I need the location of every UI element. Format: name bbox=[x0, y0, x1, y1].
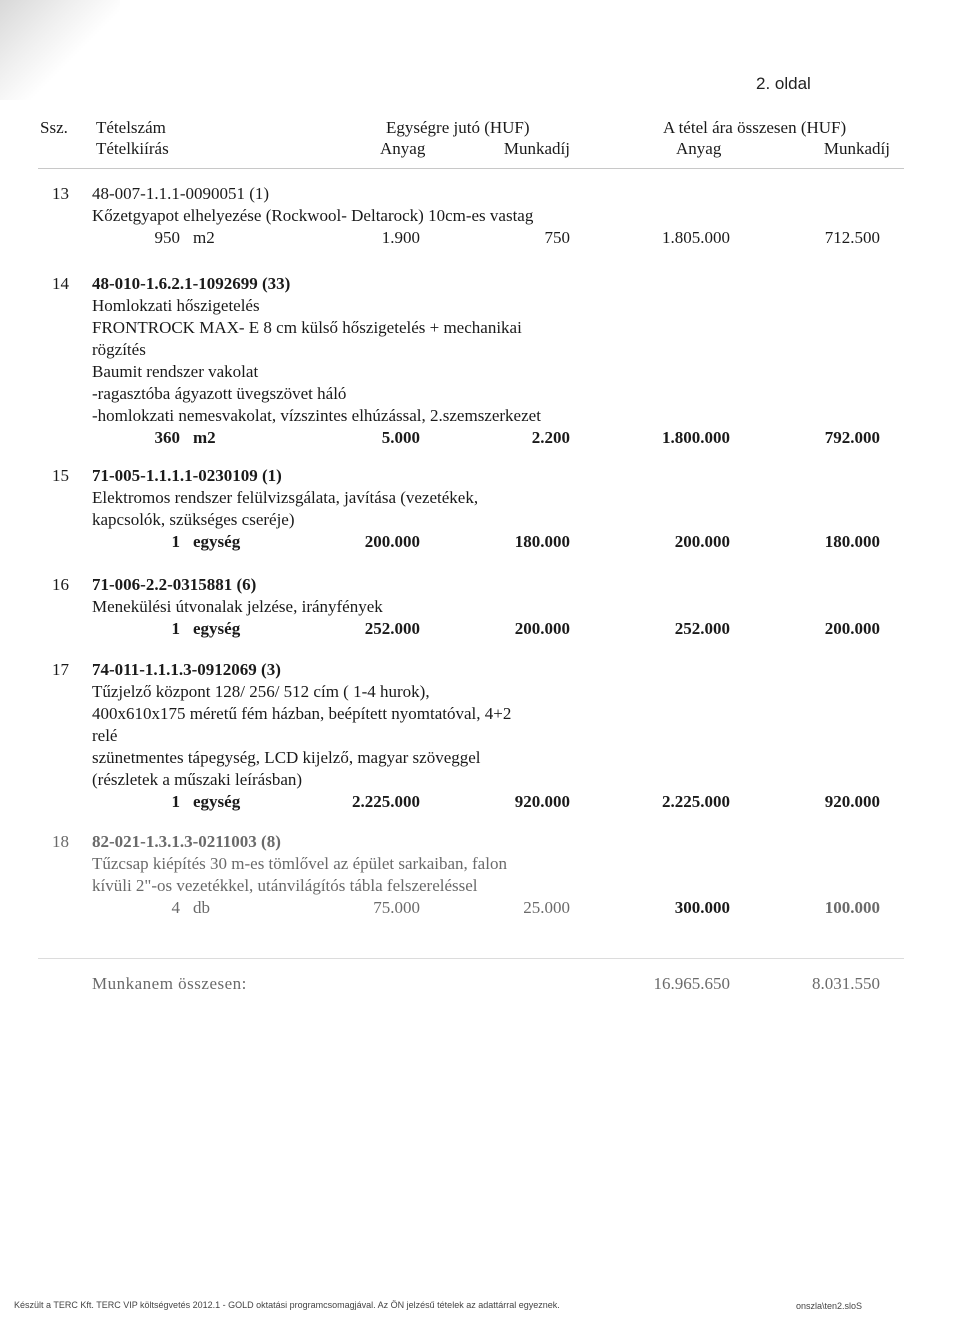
scan-corner-fold bbox=[0, 0, 120, 100]
item-ssz: 17 bbox=[52, 660, 69, 679]
item-desc-line: Baumit rendszer vakolat bbox=[92, 362, 259, 381]
item-unit-anyag: 252.000 bbox=[364, 619, 420, 638]
item-unit-anyag: 5.000 bbox=[381, 428, 420, 447]
item-desc-line: Homlokzati hőszigetelés bbox=[92, 296, 260, 315]
item-code: 71-006-2.2-0315881 (6) bbox=[92, 575, 257, 594]
item-code: 82-021-1.3.1.3-0211003 (8) bbox=[92, 832, 281, 851]
item-unit: egység bbox=[193, 532, 241, 551]
item-total-anyag: 1.805.000 bbox=[662, 228, 730, 247]
item-code: 71-005-1.1.1.1-0230109 (1) bbox=[92, 466, 282, 485]
item-desc-line: Kőzetgyapot elhelyezése (Rockwool- Deltarock) 10cm-es vastag bbox=[92, 206, 534, 225]
item-unit-munkadij: 920.000 bbox=[514, 792, 570, 811]
item-desc-line: relé bbox=[92, 726, 118, 745]
summary-total-munkadij: 8.031.550 bbox=[812, 974, 880, 993]
summary-divider bbox=[38, 958, 904, 959]
item-desc-line: rögzítés bbox=[92, 340, 146, 359]
item-unit: egység bbox=[193, 792, 241, 811]
item-unit-munkadij: 200.000 bbox=[514, 619, 570, 638]
item-desc-line: Elektromos rendszer felülvizsgálata, javítása (vezetékek, bbox=[92, 488, 479, 507]
item-ssz: 13 bbox=[52, 184, 69, 203]
item-qty: 360 bbox=[154, 428, 180, 447]
item-qty: 1 bbox=[171, 792, 180, 811]
item-code: 48-007-1.1.1-0090051 (1) bbox=[92, 184, 270, 203]
item-desc-line: Tűzjelző központ 128/ 256/ 512 cím ( 1-4 hurok), bbox=[92, 682, 430, 701]
summary-total-anyag: 16.965.650 bbox=[653, 974, 730, 993]
item-desc-line: -ragasztóba ágyazott üvegszövet háló bbox=[92, 384, 347, 403]
header-total-munkadij: Munkadíj bbox=[823, 139, 890, 158]
item-desc-line: -homlokzati nemesvakolat, vízszintes elhúzással, 2.szemszerkezet bbox=[92, 406, 541, 425]
summary-label: Munkanem összesen: bbox=[92, 974, 247, 993]
item-unit-munkadij: 750 bbox=[544, 228, 570, 247]
item-qty: 1 bbox=[171, 619, 180, 638]
item-total-munkadij: 920.000 bbox=[824, 792, 880, 811]
item-total-anyag: 1.800.000 bbox=[662, 428, 730, 447]
item-desc-line: kívüli 2"-os vezetékkel, utánvilágítós tábla felszereléssel bbox=[92, 876, 478, 895]
item-code: 74-011-1.1.1.3-0912069 (3) bbox=[92, 660, 281, 679]
header-unit-munkadij: Munkadíj bbox=[503, 139, 570, 158]
item-unit-munkadij: 2.200 bbox=[531, 428, 570, 447]
item-unit-anyag: 75.000 bbox=[373, 898, 420, 917]
item-desc-line: FRONTROCK MAX- E 8 cm külső hőszigetelés + mechanikai bbox=[92, 318, 522, 337]
footer-file-name: onszla\ten2.sloS bbox=[796, 1301, 863, 1311]
item-total-anyag: 252.000 bbox=[674, 619, 730, 638]
item-unit: egység bbox=[193, 619, 241, 638]
header-divider bbox=[38, 168, 904, 169]
header-total-price: A tétel ára összesen (HUF) bbox=[663, 118, 847, 137]
item-total-munkadij: 712.500 bbox=[824, 228, 880, 247]
item-total-munkadij: 200.000 bbox=[824, 619, 880, 638]
item-total-anyag: 200.000 bbox=[674, 532, 730, 551]
item-unit-anyag: 2.225.000 bbox=[352, 792, 420, 811]
header-ssz: Ssz. bbox=[40, 118, 68, 137]
item-total-munkadij: 100.000 bbox=[824, 898, 880, 917]
item-total-anyag: 300.000 bbox=[674, 898, 730, 917]
item-unit-munkadij: 25.000 bbox=[523, 898, 570, 917]
header-unit-anyag: Anyag bbox=[380, 139, 426, 158]
item-qty: 1 bbox=[171, 532, 180, 551]
header-unit-price: Egységre jutó (HUF) bbox=[386, 118, 530, 137]
item-ssz: 16 bbox=[52, 575, 69, 594]
item-total-munkadij: 792.000 bbox=[824, 428, 880, 447]
item-unit-anyag: 200.000 bbox=[364, 532, 420, 551]
header-total-anyag: Anyag bbox=[676, 139, 722, 158]
item-ssz: 14 bbox=[52, 274, 69, 293]
header-tetelszam: Tételszám bbox=[96, 118, 166, 137]
item-ssz: 18 bbox=[52, 832, 69, 851]
item-total-anyag: 2.225.000 bbox=[662, 792, 730, 811]
item-desc-line: Menekülési útvonalak jelzése, irányfények bbox=[92, 597, 383, 616]
item-unit: m2 bbox=[193, 428, 216, 447]
item-ssz: 15 bbox=[52, 466, 69, 485]
page-number: 2. oldal bbox=[756, 74, 811, 93]
item-unit: m2 bbox=[193, 228, 215, 247]
item-unit: db bbox=[193, 898, 210, 917]
item-desc-line: Tűzcsap kiépítés 30 m-es tömlővel az épület sarkaiban, falon bbox=[92, 854, 507, 873]
item-unit-anyag: 1.900 bbox=[381, 228, 420, 247]
item-unit-munkadij: 180.000 bbox=[514, 532, 570, 551]
item-qty: 4 bbox=[171, 898, 180, 917]
item-desc-line: szünetmentes tápegység, LCD kijelző, magyar szöveggel bbox=[92, 748, 481, 767]
footer-credit: Készült a TERC Kft. TERC VIP költségvetés 2012.1 - GOLD oktatási programcsomagjával. Az ÖN jelzésű tételek az adattárral egyeznek. bbox=[14, 1300, 560, 1310]
item-desc-line: kapcsolók, szükséges cseréje) bbox=[92, 510, 295, 529]
item-desc-line: 400x610x175 méretű fém házban, beépített nyomtatóval, 4+2 bbox=[92, 704, 512, 723]
header-tetelkiiras: Tételkiírás bbox=[96, 139, 169, 158]
item-qty: 950 bbox=[154, 228, 180, 247]
item-code: 48-010-1.6.2.1-1092699 (33) bbox=[92, 274, 291, 293]
item-desc-line: (részletek a műszaki leírásban) bbox=[92, 770, 303, 789]
item-total-munkadij: 180.000 bbox=[824, 532, 880, 551]
